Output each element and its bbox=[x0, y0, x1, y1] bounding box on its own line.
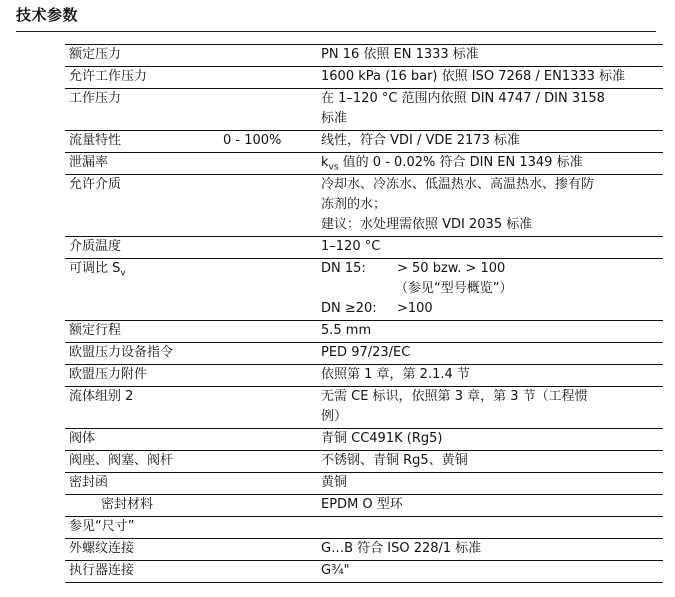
spec-value-line: 依照第 1 章，第 2.1.4 节 bbox=[321, 367, 470, 382]
rangeability-label: 可调比 S bbox=[69, 261, 121, 276]
spec-value bbox=[321, 89, 663, 129]
spec-row-external-thread bbox=[65, 539, 663, 561]
spec-value-line: 在 1–120 °C 范围内依照 DIN 4747 / DIN 3158 bbox=[321, 91, 605, 106]
rangeability-note: （参见“型号概览”） bbox=[395, 281, 513, 296]
spec-label: 流量特性 bbox=[69, 133, 122, 148]
spec-value-line: PN 16 依照 EN 1333 标准 bbox=[321, 47, 479, 62]
leakage-text: 值的 0 - 0.02% 符合 DIN EN 1349 标准 bbox=[338, 155, 583, 170]
spec-value bbox=[321, 365, 663, 385]
spec-label: 泄漏率 bbox=[69, 155, 109, 170]
spec-value-line: G…B 符合 ISO 228/1 标准 bbox=[321, 541, 482, 556]
spec-row-ped bbox=[65, 343, 663, 365]
spec-label: 允许介质 bbox=[69, 177, 122, 192]
spec-value bbox=[321, 259, 663, 319]
dn20-value: >100 bbox=[397, 301, 433, 316]
spec-value-line: 1600 kPa (16 bar) 依照 ISO 7268 / EN1333 标准 bbox=[321, 69, 626, 84]
spec-row-leakage-rate bbox=[65, 153, 663, 175]
spec-value bbox=[321, 343, 663, 363]
rangeability-dn20 bbox=[321, 299, 663, 319]
spec-label: 密封材料 bbox=[101, 497, 154, 512]
spec-row-actuator-connection bbox=[65, 561, 663, 583]
spec-value-line: 冻剂的水； bbox=[321, 197, 387, 212]
spec-value bbox=[321, 67, 663, 87]
spec-row-valve-body bbox=[65, 429, 663, 451]
spec-row-nominal-stroke bbox=[65, 321, 663, 343]
spec-value-line: G¾" bbox=[321, 563, 350, 578]
spec-label: 阀座、阀塞、阀杆 bbox=[69, 453, 174, 468]
spec-value-line: 1–120 °C bbox=[321, 239, 381, 254]
spec-label: 执行器连接 bbox=[69, 563, 135, 578]
spec-value-line: 标准 bbox=[321, 111, 348, 126]
spec-label: 密封函 bbox=[69, 475, 109, 490]
spec-value-line: 黄铜 bbox=[321, 475, 348, 490]
dn20-prefix: DN ≥20: bbox=[321, 301, 377, 316]
kvs-subscript: vs bbox=[328, 162, 339, 173]
kvs-symbol: k bbox=[321, 155, 329, 170]
spec-value-line: 5.5 mm bbox=[321, 323, 372, 338]
spec-row-see-dimensions bbox=[65, 517, 663, 539]
spec-value bbox=[321, 473, 663, 493]
spec-value bbox=[321, 321, 663, 341]
spec-value bbox=[321, 387, 663, 427]
spec-label: 欧盟压力附件 bbox=[69, 367, 148, 382]
spec-label: 外螺纹连接 bbox=[69, 541, 135, 556]
spec-value bbox=[321, 429, 663, 449]
spec-value bbox=[321, 153, 663, 173]
spec-value bbox=[321, 45, 663, 65]
spec-value-line: 青铜 CC491K (Rg5) bbox=[321, 431, 443, 446]
spec-range: 0 - 100% bbox=[223, 133, 282, 148]
spec-label: 额定压力 bbox=[69, 47, 122, 62]
spec-row-flow-characteristic bbox=[65, 131, 663, 153]
spec-value-line: 线性，符合 VDI / VDE 2173 标准 bbox=[321, 133, 520, 148]
spec-label: 流体组别 2 bbox=[69, 389, 134, 404]
spec-row-seal-material bbox=[65, 495, 663, 517]
spec-row-seat-plug-stem bbox=[65, 451, 663, 473]
spec-row-pressure-accessories bbox=[65, 365, 663, 387]
spec-value-line: PED 97/23/EC bbox=[321, 345, 411, 360]
spec-value-line: 建议：水处理需依照 VDI 2035 标准 bbox=[321, 217, 533, 232]
spec-value bbox=[321, 131, 663, 151]
spec-row-permitted-media bbox=[65, 175, 663, 237]
rangeability-subscript: v bbox=[120, 268, 126, 279]
spec-value-line: 冷却水、冷冻水、低温热水、高温热水、掺有防 bbox=[321, 177, 595, 192]
spec-value bbox=[321, 539, 663, 559]
spec-label: 欧盟压力设备指令 bbox=[69, 345, 174, 360]
spec-value bbox=[321, 517, 663, 537]
spec-value-line: 不锈钢、青铜 Rg5、黄铜 bbox=[321, 453, 468, 468]
rangeability-dn15 bbox=[321, 259, 663, 279]
spec-value bbox=[321, 561, 663, 581]
spec-value bbox=[321, 175, 663, 235]
dn15-value: > 50 bzw. > 100 bbox=[397, 261, 506, 276]
spec-label: 工作压力 bbox=[69, 91, 122, 106]
spec-value-line: EPDM O 型环 bbox=[321, 497, 403, 512]
spec-row-nominal-pressure bbox=[65, 44, 663, 67]
spec-value bbox=[321, 495, 663, 515]
spec-value-line: 例） bbox=[321, 409, 348, 424]
spec-value bbox=[321, 451, 663, 471]
section-divider bbox=[16, 31, 656, 32]
spec-label: 允许工作压力 bbox=[69, 69, 148, 84]
spec-row-allowed-operating-pressure bbox=[65, 67, 663, 89]
spec-label: 介质温度 bbox=[69, 239, 122, 254]
spec-row-medium-temperature bbox=[65, 237, 663, 259]
spec-label: 额定行程 bbox=[69, 323, 122, 338]
dn15-prefix: DN 15: bbox=[321, 261, 366, 276]
spec-row-fluid-group bbox=[65, 387, 663, 429]
spec-row-gland bbox=[65, 473, 663, 495]
spec-row-operating-pressure bbox=[65, 89, 663, 131]
spec-value-line bbox=[321, 153, 663, 173]
spec-value bbox=[321, 237, 663, 257]
spec-label: 阀体 bbox=[69, 431, 96, 446]
spec-label: 参见“尺寸” bbox=[69, 519, 135, 534]
spec-table bbox=[65, 44, 663, 583]
section-title: 技术参数 bbox=[16, 6, 79, 24]
spec-row-rangeability bbox=[65, 259, 663, 321]
spec-label bbox=[69, 259, 126, 279]
spec-value-line: 无需 CE 标识，依照第 3 章，第 3 节（工程惯 bbox=[321, 389, 588, 404]
